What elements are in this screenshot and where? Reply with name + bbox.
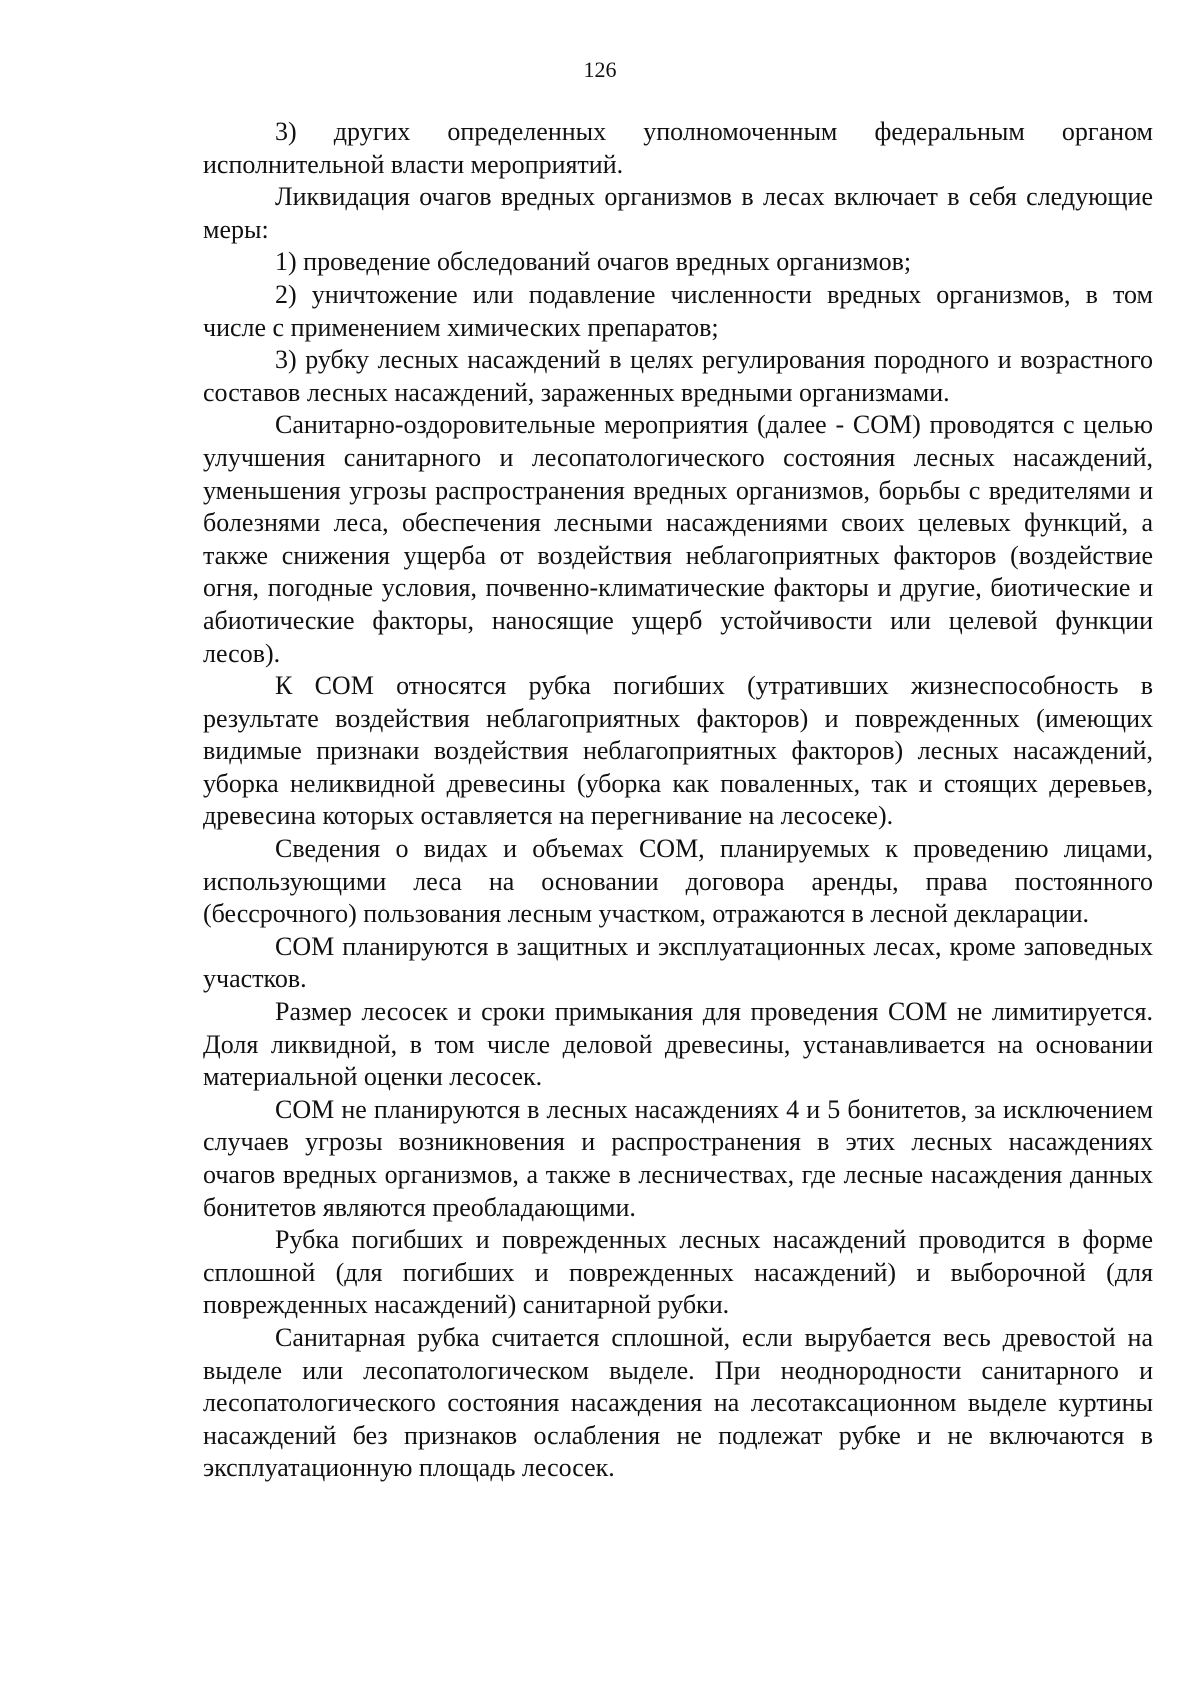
- paragraph-som-forest-types: СОМ планируются в защитных и эксплуатационных лесах, кроме заповедных участков.: [203, 931, 1153, 994]
- paragraph-som-declaration: Сведения о видах и объемах СОМ, планируемых к проведению лицами, использующими леса на основании договора аренды, права постоянного (бессрочного) пользования лесным участком, отражаются в лесной декларации.: [203, 834, 1153, 929]
- paragraph-sanitary-felling-forms: Рубка погибших и поврежденных лесных насаждений проводится в форме сплошной (для погибших и поврежденных насаждений) и выборочной (для поврежденных насаждений) санитарной рубки.: [203, 1225, 1153, 1320]
- paragraph-item-3-other-measures: 3) других определенных уполномоченным федеральным органом исполнительной власти мероприятий.: [203, 117, 1153, 179]
- paragraph-som-definition: Санитарно-оздоровительные мероприятия (далее - СОМ) проводятся с целью улучшения санитарного и лесопатологического состояния лесных насаждений, уменьшения угрозы распространения вредных организмов, борьбы с вредителями и болезнями леса, обеспечения лесными насаждениями своих целевых функций, а также снижения ущерба от воздействия неблагоприятных факторов (воздействие огня, погодные условия, почвенно-климатические факторы и другие, биотические и абиотические факторы, наносящие ущерб устойчивости или целевой функции лесов).: [203, 410, 1153, 668]
- paragraph-cutting-area-size: Размер лесосек и сроки примыкания для проведения СОМ не лимитируется. Доля ликвидной, в том числе деловой древесины, устанавливается на основании материальной оценки лесосек.: [203, 997, 1153, 1092]
- paragraph-clear-sanitary-felling: Санитарная рубка считается сплошной, если вырубается весь древостой на выделе или лесопатологическом выделе. При неоднородности санитарного и лесопатологического состояния насаждения на лесотаксационном выделе куртины насаждений без признаков ослабления не подлежат рубке и не включаются в эксплуатационную площадь лесосек.: [203, 1322, 1153, 1483]
- document-body: [203, 116, 1153, 1485]
- paragraph-item-3-felling: 3) рубку лесных насаждений в целях регулирования породного и возрастного составов лесных насаждений, зараженных вредными организмами.: [203, 345, 1153, 407]
- paragraph-pest-elimination-intro: Ликвидация очагов вредных организмов в лесах включает в себя следующие меры:: [203, 182, 1153, 244]
- paragraph-som-scope: К СОМ относятся рубка погибших (утративших жизнеспособность в результате воздействия неблагоприятных факторов) и поврежденных (имеющих видимые признаки воздействия неблагоприятных факторов) лесных насаждений, уборка неликвидной древесины (уборка как поваленных, так и стоящих деревьев, древесина которых оставляется на перегнивание на лесосеке).: [203, 671, 1153, 831]
- page-number: 126: [583, 57, 617, 82]
- paragraph-item-2-suppression: 2) уничтожение или подавление численности вредных организмов, в том числе с применением химических препаратов;: [203, 279, 1153, 342]
- paragraph-bonitet-exception: СОМ не планируются в лесных насаждениях 4 и 5 бонитетов, за исключением случаев угрозы возникновения и распространения в этих лесных насаждениях очагов вредных организмов, а также в лесничествах, где лесные насаждения данных бонитетов являются преобладающими.: [203, 1094, 1153, 1222]
- paragraph-item-1-surveys: 1) проведение обследований очагов вредных организмов;: [275, 247, 912, 277]
